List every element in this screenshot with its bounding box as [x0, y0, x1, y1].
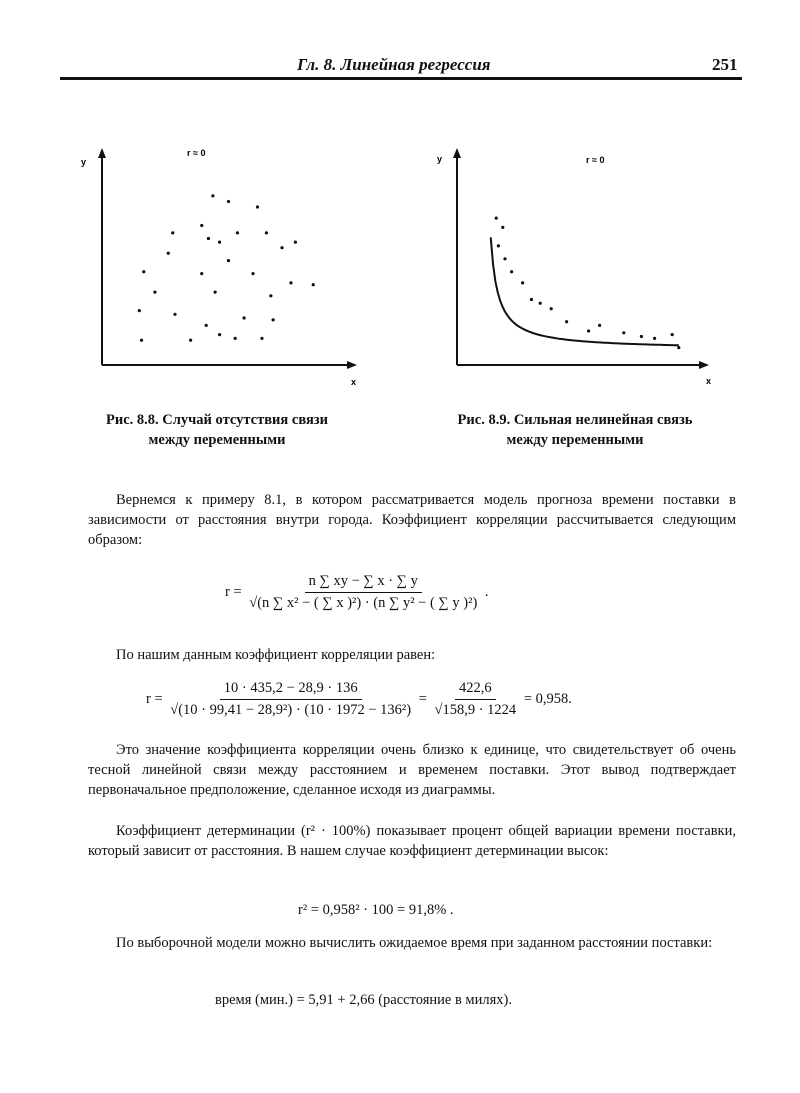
scatter-point — [236, 231, 239, 234]
scatter-point — [497, 244, 500, 247]
scatter-point — [200, 224, 203, 227]
scatter-point — [501, 226, 504, 229]
scatter-point — [234, 337, 237, 340]
denominator: √158,9 · 1224 — [434, 702, 517, 718]
scatter-point — [539, 302, 542, 305]
figure-8-9-caption — [430, 410, 720, 450]
y-axis-arrow — [453, 148, 461, 158]
scatter-point — [280, 246, 283, 249]
scatter-point — [640, 335, 643, 338]
fraction — [166, 680, 415, 719]
scatter-point — [138, 309, 141, 312]
scatter-point — [510, 270, 513, 273]
header-rule — [60, 77, 742, 80]
scatter-points — [138, 194, 315, 341]
x-axis-arrow — [699, 361, 709, 369]
figure-8-9-scatter — [430, 140, 730, 390]
scatter-point — [503, 257, 506, 260]
scatter-point — [671, 333, 674, 336]
y-axis-label: y — [81, 157, 87, 167]
scatter-point — [200, 272, 203, 275]
figure-8-8-scatter — [75, 140, 375, 390]
scatter-point — [521, 281, 524, 284]
fraction — [431, 680, 521, 719]
scatter-point — [260, 337, 263, 340]
formula-lhs: r = — [225, 583, 242, 600]
scatter-point — [227, 200, 230, 203]
scatter-point — [243, 316, 246, 319]
x-axis-label: x — [351, 377, 357, 387]
page-number: 251 — [712, 55, 738, 74]
determination-formula: r² = 0,958² · 100 = 91,8% . — [298, 902, 454, 918]
scatter-point — [256, 205, 259, 208]
scatter-point — [598, 324, 601, 327]
scatter-point — [677, 346, 680, 349]
scatter-point — [251, 272, 254, 275]
scatter-point — [289, 281, 292, 284]
denominator: √(n ∑ x² − ( ∑ x )²) · (n ∑ y² − ( ∑ y )²) — [249, 595, 478, 611]
scatter-point — [653, 337, 656, 340]
numerator: 422,6 — [455, 680, 496, 700]
correlation-annotation: r ≈ 0 — [586, 155, 605, 165]
regression-equation: время (мин.) = 5,91 + 2,66 (расстояние в милях). — [215, 992, 512, 1008]
caption-line: Рис. 8.8. Случай отсутствия связи — [105, 412, 328, 428]
scatter-point — [550, 307, 553, 310]
caption-line: Рис. 8.9. Сильная нелинейная связь — [457, 412, 693, 428]
paragraph-prediction: По выборочной модели можно вычислить ожидаемое время при заданном расстоянии поставки: — [116, 935, 713, 951]
y-axis-label: y — [437, 154, 443, 164]
scatter-point — [587, 329, 590, 332]
scatter-point — [140, 339, 143, 342]
paragraph-determination: Коэффициент детерминации (r² · 100%) показывает процент общей вариации времени поставки, который зависит от расстояния. В нашем случае коэффициент детерминации высок: — [88, 823, 736, 859]
caption-line: между переменными — [506, 432, 644, 448]
scatter-point — [312, 283, 315, 286]
scatter-point — [495, 217, 498, 220]
scatter-point — [218, 241, 221, 244]
y-axis-arrow — [98, 148, 106, 158]
denominator: √(10 · 99,41 − 28,9²) · (10 · 1972 − 136²) — [170, 702, 412, 718]
scatter-point — [622, 331, 625, 334]
caption-line: между переменными — [148, 432, 286, 448]
formula-lhs: r = — [146, 690, 163, 707]
scatter-point — [565, 320, 568, 323]
x-axis-arrow — [347, 361, 357, 369]
scatter-point — [530, 298, 533, 301]
correlation-formula — [225, 573, 489, 612]
numerator: 10 · 435,2 − 28,9 · 136 — [220, 680, 362, 700]
scatter-point — [269, 294, 272, 297]
scatter-point — [211, 194, 214, 197]
scatter-point — [142, 270, 145, 273]
result: = 0,958. — [523, 690, 572, 707]
scatter-point — [265, 231, 268, 234]
fraction — [245, 573, 481, 612]
figure-8-8-caption — [72, 410, 362, 450]
paragraph-data: По нашим данным коэффициент корреляции равен: — [116, 647, 436, 663]
scatter-point — [153, 291, 156, 294]
scatter-point — [189, 339, 192, 342]
correlation-annotation: r ≈ 0 — [187, 148, 206, 158]
scatter-point — [227, 259, 230, 262]
scatter-point — [167, 252, 170, 255]
running-header-title: Гл. 8. Линейная регрессия — [297, 55, 491, 74]
scatter-point — [171, 231, 174, 234]
paragraph-intro: Вернемся к примеру 8.1, в котором рассматривается модель прогноза времени поставки в зависимости от расстояния внутри города. Коэффициент корреляции рассчитывается следующим образом: — [88, 492, 736, 548]
scatter-point — [218, 333, 221, 336]
x-axis-label: x — [706, 376, 712, 386]
scatter-point — [205, 324, 208, 327]
paragraph-interpretation: Это значение коэффициента корреляции очень близко к единице, что свидетельствует об очень тесной линейной связи между расстоянием и временем поставки. Этот вывод подтверждает первоначальное предположение, сделанное исходя из диаграммы. — [88, 742, 736, 798]
scatter-point — [173, 313, 176, 316]
scatter-point — [272, 318, 275, 321]
equals-sign: = — [418, 690, 427, 707]
correlation-calculation — [146, 680, 572, 719]
numerator: n ∑ xy − ∑ x · ∑ y — [305, 573, 422, 593]
formula-end: . — [484, 583, 489, 600]
trend-curve — [491, 237, 679, 345]
scatter-point — [294, 241, 297, 244]
scatter-point — [207, 237, 210, 240]
scatter-point — [214, 291, 217, 294]
